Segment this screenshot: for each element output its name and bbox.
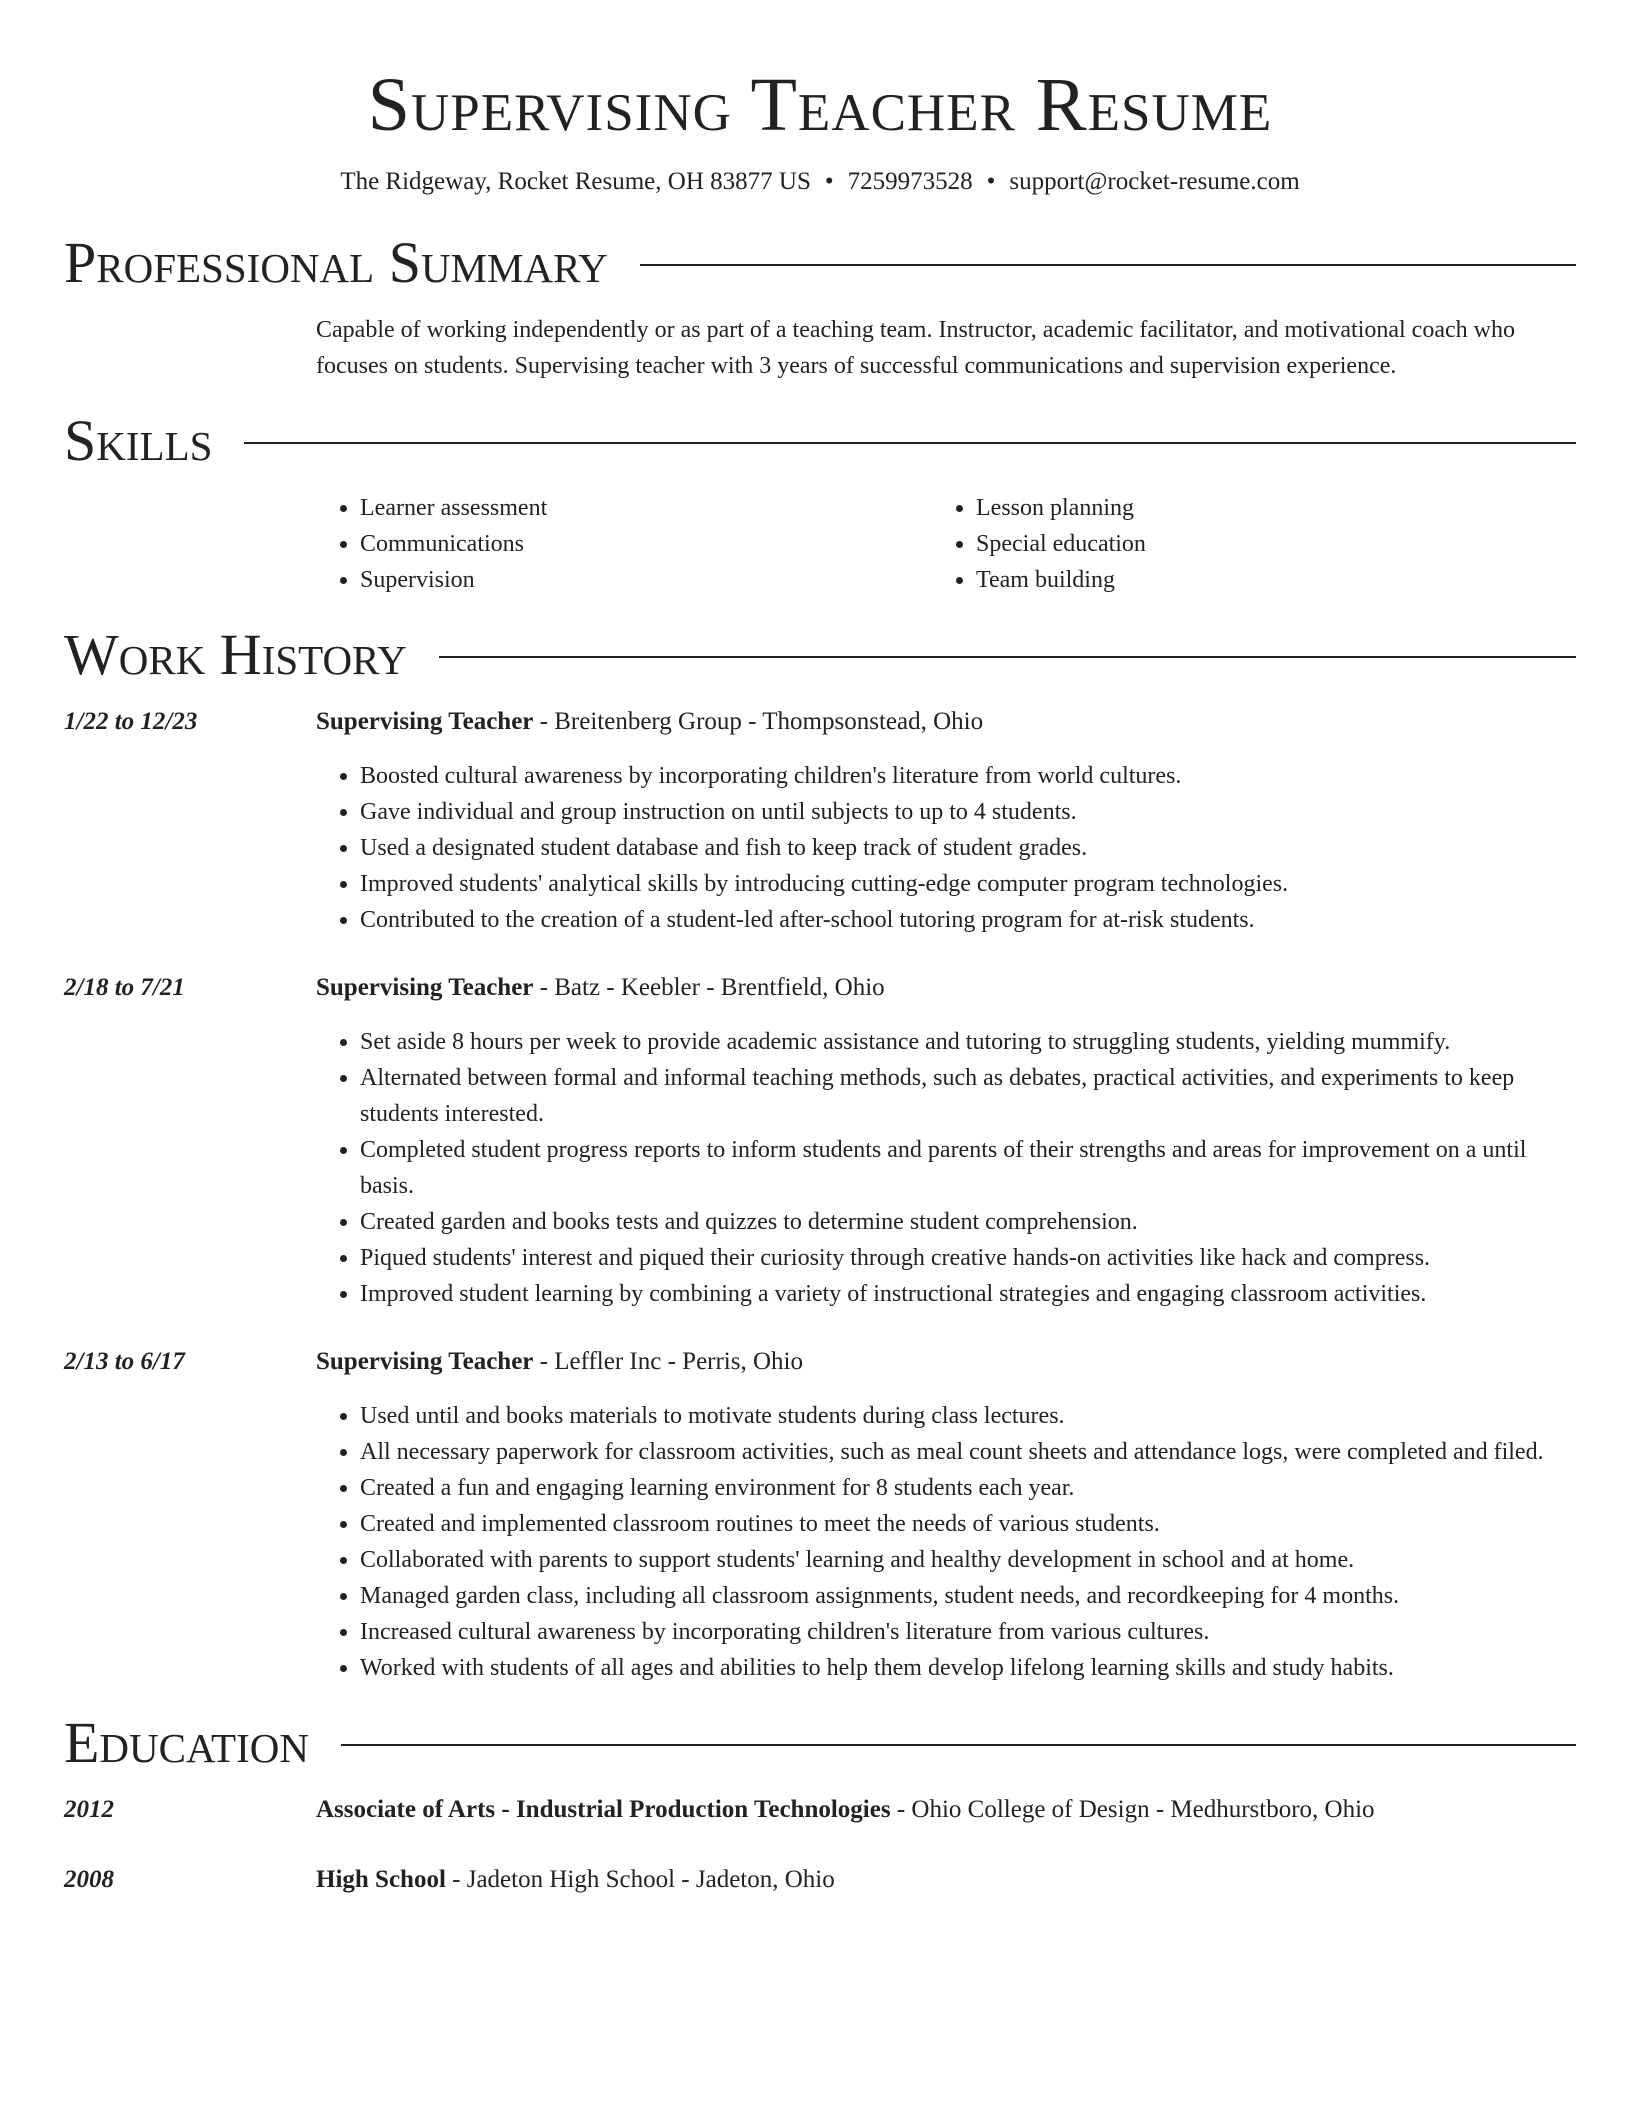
summary-section-header [64,232,1576,294]
job-employer-location: - Leffler Inc - Perris, Ohio [533,1348,803,1375]
contact-separator: • [824,168,834,195]
job-bullet: • Worked with students of all ages and abilities to help them develop lifelong learning skills and study habits. [360,1650,1576,1686]
job-bullet: • Set aside 8 hours per week to provide academic assistance and tutoring to struggling students, yielding mummify. [360,1024,1576,1060]
job-bullet: • Contributed to the creation of a student-led after-school tutoring program for at-risk students. [360,902,1576,938]
job-employer-location: - Breitenberg Group - Thompsonstead, Ohio [533,708,984,735]
work-section-title: Work History [64,622,407,687]
skills-list [316,490,1576,598]
job-bullets [316,758,1576,938]
contact-line [64,166,1576,198]
job-bullet: • Created and implemented classroom routines to meet the needs of various students. [360,1506,1576,1542]
education-school-location: - Jadeton High School - Jadeton, Ohio [445,1866,835,1893]
work-section-header [64,624,1576,686]
education-degree: High School [316,1866,446,1893]
summary-text: Capable of working independently or as part of a teaching team. Instructor, academic facilitator, and motivational coach who focuses on students. Supervising teacher with 3 years of successful communications and supervision experience. [316,317,1515,379]
skill-item: • Supervision [360,562,932,598]
job-bullets [316,1024,1576,1312]
job-bullet: • All necessary paperwork for classroom activities, such as meal count sheets and attendance logs, were completed and filed. [360,1434,1576,1470]
job-entry [64,704,1576,938]
education-year: 2012 [64,1796,114,1823]
job-dates: 2/13 to 6/17 [64,1348,185,1375]
job-bullets [316,1398,1576,1686]
resume-page [64,0,1576,1898]
job-bullet: • Created a fun and engaging learning environment for 8 students each year. [360,1470,1576,1506]
job-bullet: • Used until and books materials to motivate students during class lectures. [360,1398,1576,1434]
job-dates: 1/22 to 12/23 [64,708,198,735]
job-bullet: • Completed student progress reports to inform students and parents of their strengths and areas for improvement on a until basis. [360,1132,1576,1204]
education-entry [64,1862,1576,1898]
education-section-title: Education [64,1710,309,1775]
job-bullet: • Improved student learning by combining a variety of instructional strategies and engaging classroom activities. [360,1276,1576,1312]
education-school-location: - Ohio College of Design - Medhurstboro, Ohio [890,1796,1375,1823]
job-entry [64,970,1576,1312]
contact-phone: 7259973528 [847,168,973,195]
section-divider [244,442,1576,444]
skill-item: • Team building [976,562,1548,598]
contact-email[interactable]: support@rocket-resume.com [1009,168,1300,195]
education-entry [64,1792,1576,1828]
job-role: Supervising Teacher [316,974,534,1001]
job-heading [316,970,1576,1006]
job-role: Supervising Teacher [316,708,534,735]
skills-column-left [316,490,932,598]
job-role: Supervising Teacher [316,1348,534,1375]
education-details [316,1862,835,1898]
section-divider [341,1744,1576,1746]
skills-column-right [932,490,1548,598]
job-bullet: • Alternated between formal and informal teaching methods, such as debates, practical activities, and experiments to keep students interested. [360,1060,1576,1132]
skill-item: • Lesson planning [976,490,1548,526]
skill-item: • Special education [976,526,1548,562]
skills-section-title: Skills [64,408,213,473]
summary-section-title: Professional Summary [64,230,608,295]
education-degree: Associate of Arts - Industrial Production Technologies [316,1796,891,1823]
job-heading [316,1344,1576,1380]
job-employer-location: - Batz - Keebler - Brentfield, Ohio [533,974,885,1001]
job-heading [316,704,1576,740]
job-bullet: • Gave individual and group instruction on until subjects to up to 4 students. [360,794,1576,830]
education-section-header [64,1712,1576,1774]
section-divider [439,656,1576,658]
job-bullet: • Collaborated with parents to support students' learning and healthy development in school and at home. [360,1542,1576,1578]
job-body [316,1344,1576,1686]
job-bullet: • Boosted cultural awareness by incorporating children's literature from world cultures. [360,758,1576,794]
job-bullet: • Piqued students' interest and piqued their curiosity through creative hands-on activities like hack and compress. [360,1240,1576,1276]
job-body [316,970,1576,1312]
education-year: 2008 [64,1866,114,1893]
skill-item: • Learner assessment [360,490,932,526]
job-bullet: • Improved students' analytical skills by introducing cutting-edge computer program technologies. [360,866,1576,902]
contact-address: The Ridgeway, Rocket Resume, OH 83877 US [340,168,811,195]
contact-separator: • [986,168,996,195]
job-dates: 2/18 to 7/21 [64,974,185,1001]
job-bullet: • Created garden and books tests and quizzes to determine student comprehension. [360,1204,1576,1240]
job-body [316,704,1576,938]
skills-section-header [64,410,1576,472]
section-divider [640,264,1576,266]
job-entry [64,1344,1576,1686]
education-details [316,1792,1375,1828]
job-bullet: • Managed garden class, including all classroom assignments, student needs, and recordkeeping for 4 months. [360,1578,1576,1614]
job-bullet: • Used a designated student database and fish to keep track of student grades. [360,830,1576,866]
resume-title: Supervising Teacher Resume [367,63,1273,147]
job-bullet: • Increased cultural awareness by incorporating children's literature from various cultures. [360,1614,1576,1650]
skill-item: • Communications [360,526,932,562]
